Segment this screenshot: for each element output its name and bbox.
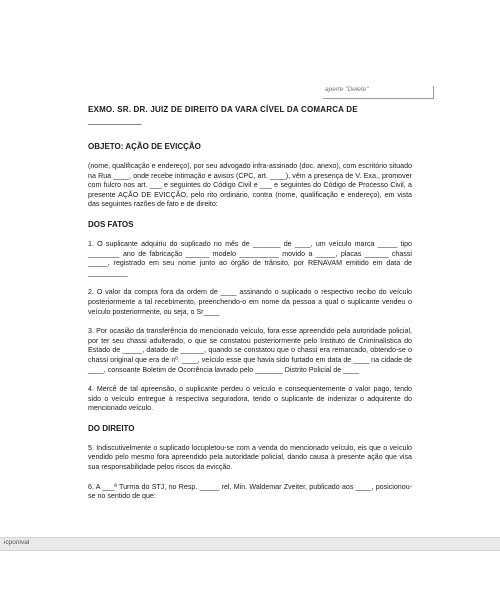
fatos-title: DOS FATOS	[88, 219, 134, 229]
direito-6-paragraph: 6. A ___ª Turma do STJ, no Resp. _____ rel. Min. Waldemar Zveiter, publicado aos ____, posicionou-se no sentido de que:	[88, 482, 412, 501]
fato-2-paragraph: 2. O valor da compra fora da ordem de ____ assinando o suplicado o respectivo recibo do veículo posteriormente a tal recebimento, preenchendo-o em nome da pessoa a qual o suplicante vendeu o veículo posteriormente, ou seja, o Sr____	[88, 288, 412, 316]
intro-paragraph: (nome, qualificação e endereço), por seu advogado infra-assinado (doc. anexo), com escritório situado na Rua ____, onde recebe intimação e avisos (CPC, art. ____), vêm a presença de V. Exa., promover com fulcro nos art. ___ e seguintes do Código Civil e ___ e seguintes do Código de Processo Civil, a presente AÇÃO DE EVICÇÃO, pelo rito ordinário, contra (nome, qualificação e endereço), em vista das seguintes razões de fato e de direito:	[88, 162, 412, 209]
footer-label: icponival	[4, 539, 30, 546]
delete-hint-text: aperte "Delete"	[325, 86, 369, 93]
fato-3-paragraph: 3. Por ocasião da transferência do mencionado veículo, fora esse apreendido pela autoridade policial, por ter seu chassi adulterado, o que se constatou posteriormente pelo Instituto de Criminalística do Estado de _____, datado de ______, quando se constatou que o chassi era remarcado, obtendo-se o chassi original que era de nº. ____, veículo esse que havia sido furtado em data de ____ na cidade de ____, consoante Boletim de Ocorrência lavrado pelo _______ Distrito Policial de ____	[88, 327, 412, 374]
delete-hint-box[interactable]	[323, 86, 434, 99]
objeto-title: OBJETO: AÇÃO DE EVICÇÃO	[88, 142, 201, 151]
court-address-blank: ____________	[88, 116, 142, 125]
fato-1-paragraph: 1. O suplicante adquiriu do suplicado no mês de _______ de ____, um veículo marca _____ tipo ________ ano de fabricação ______ modelo __________ movido a _____, placas ______ chassi _____, registrado em seu nome junto ao órgão de trânsito, por RENAVAM emitido em data de __________	[88, 239, 412, 277]
direito-5-paragraph: 5. Indiscutivelmente o suplicado locupletou-se com a venda do mencionado veículo, eis que o veículo vendido pelo mesmo fora apreendido pela autoridade policial, dando causa à presente ação que visa sua responsabilidade pelos riscos da evicção.	[88, 443, 412, 472]
fato-4-paragraph: 4. Mercê de tal apreensão, o suplicante perdeu o veículo e consequentemente o valor pago, tendo sido o veículo entregue à respectiva seguradora, tendo o suplicante de indenizar o adquirente do mencionado veículo.	[88, 385, 412, 413]
court-address-heading: EXMO. SR. DR. JUIZ DE DIREITO DA VARA CÍVEL DA COMARCA DE	[88, 105, 358, 114]
direito-title: DO DIREITO	[88, 423, 135, 433]
footer-status-bar	[0, 537, 500, 551]
document-body	[88, 104, 412, 502]
